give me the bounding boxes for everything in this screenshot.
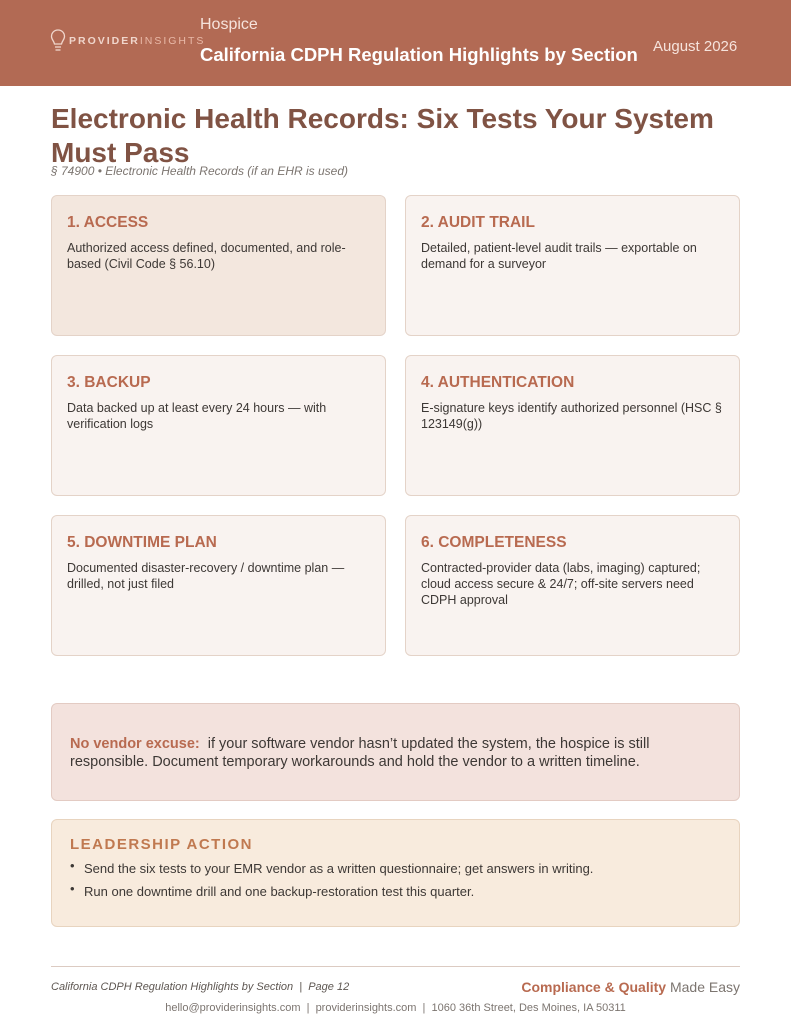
leadership-action-title: LEADERSHIP ACTION bbox=[70, 836, 254, 853]
test-card-completeness bbox=[405, 515, 740, 656]
card-title: 2. AUDIT TRAIL bbox=[421, 214, 535, 231]
card-title: 3. BACKUP bbox=[67, 374, 151, 391]
page-subtitle: § 74900 • Electronic Health Records (if an EHR is used) bbox=[51, 164, 349, 178]
footer-left-text: California CDPH Regulation Highlights by Section | Page 12 bbox=[51, 981, 350, 993]
logo-wordmark bbox=[69, 35, 205, 47]
lightbulb-icon bbox=[50, 28, 66, 54]
test-card-backup bbox=[51, 355, 386, 496]
header-band bbox=[0, 0, 791, 86]
tagline-rest: Made Easy bbox=[669, 979, 740, 995]
card-title: 6. COMPLETENESS bbox=[421, 534, 567, 551]
test-card-authentication bbox=[405, 355, 740, 496]
header-date: August 2026 bbox=[653, 38, 738, 55]
tagline-bold: Compliance & Quality bbox=[521, 979, 667, 995]
footer-tagline bbox=[521, 979, 740, 995]
action-item bbox=[70, 858, 721, 877]
header-title: California CDPH Regulation Highlights by Section bbox=[200, 44, 638, 65]
header-category: Hospice bbox=[200, 16, 258, 33]
card-title: 1. ACCESS bbox=[67, 214, 149, 231]
bullet-icon: • bbox=[70, 858, 75, 873]
action-item-text: Run one downtime drill and one backup-restoration test this quarter. bbox=[84, 884, 475, 899]
card-text: Documented disaster-recovery / downtime plan — drilled, not just filed bbox=[67, 561, 345, 591]
card-text: Authorized access defined, documented, and role-based (Civil Code § 56.10) bbox=[67, 241, 346, 271]
footer-document-info bbox=[51, 981, 349, 993]
card-title: 4. AUTHENTICATION bbox=[421, 374, 575, 391]
test-card-access bbox=[51, 195, 386, 336]
page-title: Electronic Health Records: Six Tests Your System Must Pass bbox=[51, 103, 714, 168]
action-item bbox=[70, 881, 721, 900]
card-text: E-signature keys identify authorized personnel (HSC § 123149(g)) bbox=[421, 401, 722, 431]
logo-wordmark-bold: PROVIDER bbox=[69, 35, 140, 47]
leadership-action-box bbox=[51, 819, 740, 927]
footer-contact[interactable] bbox=[0, 1002, 791, 1014]
test-card-audit-trail bbox=[405, 195, 740, 336]
footer-divider bbox=[51, 966, 740, 967]
test-card-downtime-plan bbox=[51, 515, 386, 656]
card-title: 5. DOWNTIME PLAN bbox=[67, 534, 217, 551]
logo-wordmark-light: INSIGHTS bbox=[139, 35, 206, 47]
action-list bbox=[70, 858, 721, 900]
footer-contact-text[interactable]: hello@providerinsights.com | providerinsights.com | 1060 36th Street, Des Moines, IA 50311 bbox=[165, 1002, 626, 1014]
card-text: Contracted-provider data (labs, imaging) captured; cloud access secure & 24/7; off-site servers need CDPH approval bbox=[421, 561, 701, 607]
card-text: Data backed up at least every 24 hours — with verification logs bbox=[67, 401, 327, 431]
action-item-text: Send the six tests to your EMR vendor as a written questionnaire; get answers in writing. bbox=[84, 861, 594, 876]
callout-text: if your software vendor hasn’t updated the system, the hospice is still responsible. Document temporary workarounds and hold the vendor to a written timeline. bbox=[70, 736, 650, 770]
vendor-callout bbox=[51, 703, 740, 801]
callout-label: No vendor excuse: bbox=[70, 736, 200, 752]
provider-insights-logo[interactable] bbox=[50, 28, 205, 54]
bullet-icon: • bbox=[70, 881, 75, 896]
card-text: Detailed, patient-level audit trails — exportable on demand for a surveyor bbox=[421, 241, 697, 271]
